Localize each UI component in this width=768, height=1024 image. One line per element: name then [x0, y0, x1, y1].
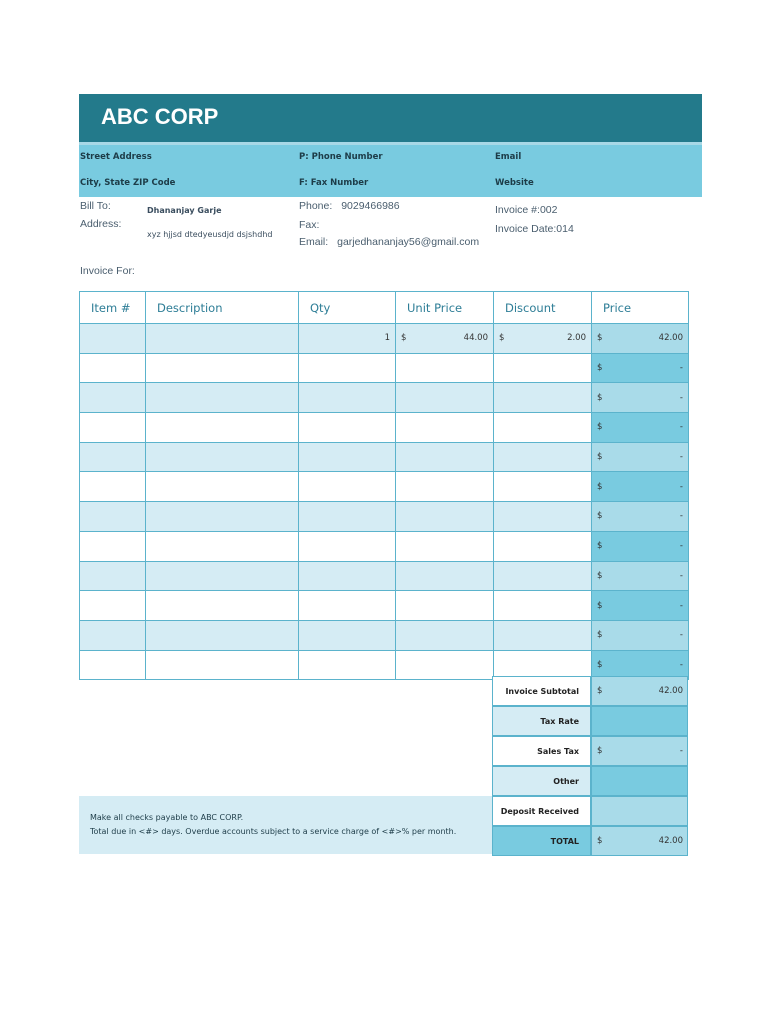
invoice-for-label: Invoice For:: [80, 265, 135, 277]
other-value[interactable]: [591, 766, 688, 796]
price-cell: [592, 502, 689, 532]
qty-cell[interactable]: [299, 531, 396, 561]
item-number-cell[interactable]: [80, 324, 146, 354]
qty-cell[interactable]: [299, 502, 396, 532]
invoice-date: Invoice Date:014: [495, 223, 574, 235]
qty-cell[interactable]: [299, 591, 396, 621]
company-website: Website: [495, 178, 534, 188]
customer-email: [299, 236, 479, 248]
tax-rate-value[interactable]: [591, 706, 688, 736]
price-value: -: [679, 511, 683, 522]
deposit-value[interactable]: [591, 796, 688, 826]
unit-price-cell[interactable]: [396, 442, 494, 472]
description-cell[interactable]: [146, 561, 299, 591]
street-address: Street Address: [80, 152, 152, 162]
discount-cell[interactable]: [494, 353, 592, 383]
price-value: -: [679, 541, 683, 552]
subtotal-value: [591, 676, 688, 706]
currency-symbol: $: [597, 570, 603, 581]
discount-cell[interactable]: [494, 442, 592, 472]
header-item-number: Item #: [80, 292, 146, 324]
discount-cell[interactable]: [494, 502, 592, 532]
city-state-zip: City, State ZIP Code: [80, 178, 176, 188]
table-row: [80, 324, 689, 354]
price-cell: [592, 383, 689, 413]
sales-tax-label: Sales Tax: [492, 736, 591, 766]
price-value: -: [679, 659, 683, 670]
price-cell: [592, 442, 689, 472]
price-value: -: [679, 392, 683, 403]
description-cell[interactable]: [146, 442, 299, 472]
invoice-number: Invoice #:002: [495, 204, 558, 216]
description-cell[interactable]: [146, 472, 299, 502]
price-value: -: [679, 452, 683, 463]
discount-cell[interactable]: [494, 472, 592, 502]
description-cell[interactable]: [146, 413, 299, 443]
email-value: garjedhananjay56@gmail.com: [337, 236, 480, 248]
currency-symbol: $: [597, 333, 603, 344]
header-qty: Qty: [299, 292, 396, 324]
company-email: Email: [495, 152, 522, 162]
currency-symbol: $: [597, 452, 603, 463]
total-value: [591, 826, 688, 856]
currency-symbol: $: [597, 541, 603, 552]
fax-number-placeholder: F: Fax Number: [299, 178, 369, 188]
description-cell[interactable]: [146, 531, 299, 561]
qty-cell[interactable]: [299, 413, 396, 443]
price-value: -: [679, 630, 683, 641]
table-row: [80, 502, 689, 532]
qty-cell[interactable]: [299, 353, 396, 383]
price-value: -: [679, 363, 683, 374]
currency-symbol: $: [499, 333, 505, 344]
item-number-cell[interactable]: [80, 620, 146, 650]
currency-symbol: $: [597, 392, 603, 403]
price-cell: [592, 472, 689, 502]
description-cell[interactable]: [146, 383, 299, 413]
deposit-label: Deposit Received: [492, 796, 591, 826]
tax-rate-label: Tax Rate: [492, 706, 591, 736]
qty-cell[interactable]: [299, 472, 396, 502]
discount-cell[interactable]: [494, 324, 592, 354]
unit-price-cell[interactable]: [396, 502, 494, 532]
qty-cell[interactable]: [299, 650, 396, 680]
table-row: [80, 442, 689, 472]
qty-cell[interactable]: [299, 620, 396, 650]
item-number-cell[interactable]: [80, 353, 146, 383]
currency-symbol: $: [597, 659, 603, 670]
currency-symbol: $: [597, 363, 603, 374]
customer-address: xyz hjjsd dtedyeusdjd dsjshdhd: [147, 230, 273, 239]
price-value: -: [679, 481, 683, 492]
item-number-cell[interactable]: [80, 502, 146, 532]
description-cell[interactable]: [146, 353, 299, 383]
sales-tax-value: [591, 736, 688, 766]
discount-cell[interactable]: [494, 531, 592, 561]
subtotal-amount: 42.00: [658, 686, 683, 696]
header-price: Price: [592, 292, 689, 324]
currency-symbol: $: [597, 481, 603, 492]
item-number-cell[interactable]: [80, 413, 146, 443]
discount-value: 2.00: [567, 333, 586, 344]
customer-name: Dhananjay Garje: [147, 206, 222, 215]
unit-price-cell[interactable]: [396, 324, 494, 354]
discount-cell[interactable]: [494, 620, 592, 650]
currency-symbol: $: [597, 422, 603, 433]
price-value: -: [679, 600, 683, 611]
qty-cell[interactable]: [299, 561, 396, 591]
discount-cell[interactable]: [494, 591, 592, 621]
total-label: TOTAL: [492, 826, 591, 856]
description-cell[interactable]: [146, 650, 299, 680]
price-cell: [592, 324, 689, 354]
currency-symbol: $: [597, 836, 603, 846]
discount-cell[interactable]: [494, 561, 592, 591]
header-unit-price: Unit Price: [396, 292, 494, 324]
unit-price-cell[interactable]: [396, 413, 494, 443]
item-number-cell[interactable]: [80, 591, 146, 621]
table-row: [80, 561, 689, 591]
bill-to-label: Bill To:: [80, 200, 111, 212]
price-value: -: [679, 570, 683, 581]
unit-price-cell[interactable]: [396, 531, 494, 561]
discount-cell[interactable]: [494, 383, 592, 413]
currency-symbol: $: [401, 333, 407, 344]
currency-symbol: $: [597, 686, 603, 696]
item-number-cell[interactable]: [80, 561, 146, 591]
table-row: [80, 383, 689, 413]
unit-price-cell[interactable]: [396, 620, 494, 650]
unit-price-cell[interactable]: [396, 353, 494, 383]
item-number-cell[interactable]: [80, 383, 146, 413]
price-value: -: [679, 422, 683, 433]
item-number-cell[interactable]: [80, 442, 146, 472]
price-cell: [592, 531, 689, 561]
total-amount: 42.00: [658, 836, 683, 846]
table-row: [80, 353, 689, 383]
phone-value: 9029466986: [341, 200, 400, 212]
subtotal-label: Invoice Subtotal: [492, 676, 591, 706]
qty-cell[interactable]: [299, 383, 396, 413]
fax-label: Fax:: [299, 219, 320, 231]
qty-cell[interactable]: 1: [299, 324, 396, 354]
table-row: [80, 531, 689, 561]
payment-terms-box: [79, 796, 492, 854]
unit-price-cell[interactable]: [396, 591, 494, 621]
unit-price-value: 44.00: [463, 333, 488, 344]
unit-price-cell[interactable]: [396, 650, 494, 680]
description-cell[interactable]: [146, 620, 299, 650]
sales-tax-amount: -: [679, 746, 683, 756]
qty-cell[interactable]: [299, 442, 396, 472]
due-date-note: Total due in <#> days. Overdue accounts subject to a service charge of <#>% per month.: [90, 827, 457, 836]
price-cell: [592, 561, 689, 591]
unit-price-cell[interactable]: [396, 561, 494, 591]
description-cell[interactable]: [146, 502, 299, 532]
address-label: Address:: [80, 218, 122, 230]
table-header-row: [80, 292, 689, 324]
other-label: Other: [492, 766, 591, 796]
phone-label: Phone:: [299, 200, 333, 212]
customer-phone: [299, 200, 400, 212]
checks-payable-note: Make all checks payable to ABC CORP.: [90, 813, 244, 822]
price-cell: [592, 353, 689, 383]
price-cell: [592, 413, 689, 443]
email-label: Email:: [299, 236, 329, 248]
table-row: [80, 591, 689, 621]
currency-symbol: $: [597, 600, 603, 611]
description-cell[interactable]: [146, 324, 299, 354]
unit-price-cell[interactable]: [396, 472, 494, 502]
company-name: ABC CORP: [101, 104, 219, 129]
discount-cell[interactable]: [494, 413, 592, 443]
item-number-cell[interactable]: [80, 650, 146, 680]
currency-symbol: $: [597, 746, 603, 756]
table-row: [80, 413, 689, 443]
price-value: 42.00: [658, 333, 683, 344]
price-cell: [592, 620, 689, 650]
phone-number-placeholder: P: Phone Number: [299, 152, 383, 162]
items-table: [79, 291, 689, 680]
item-number-cell[interactable]: [80, 531, 146, 561]
table-row: [80, 620, 689, 650]
header-discount: Discount: [494, 292, 592, 324]
price-cell: [592, 591, 689, 621]
header-description: Description: [146, 292, 299, 324]
unit-price-cell[interactable]: [396, 383, 494, 413]
contact-band: [79, 145, 702, 197]
description-cell[interactable]: [146, 591, 299, 621]
table-row: [80, 472, 689, 502]
currency-symbol: $: [597, 630, 603, 641]
item-number-cell[interactable]: [80, 472, 146, 502]
currency-symbol: $: [597, 511, 603, 522]
